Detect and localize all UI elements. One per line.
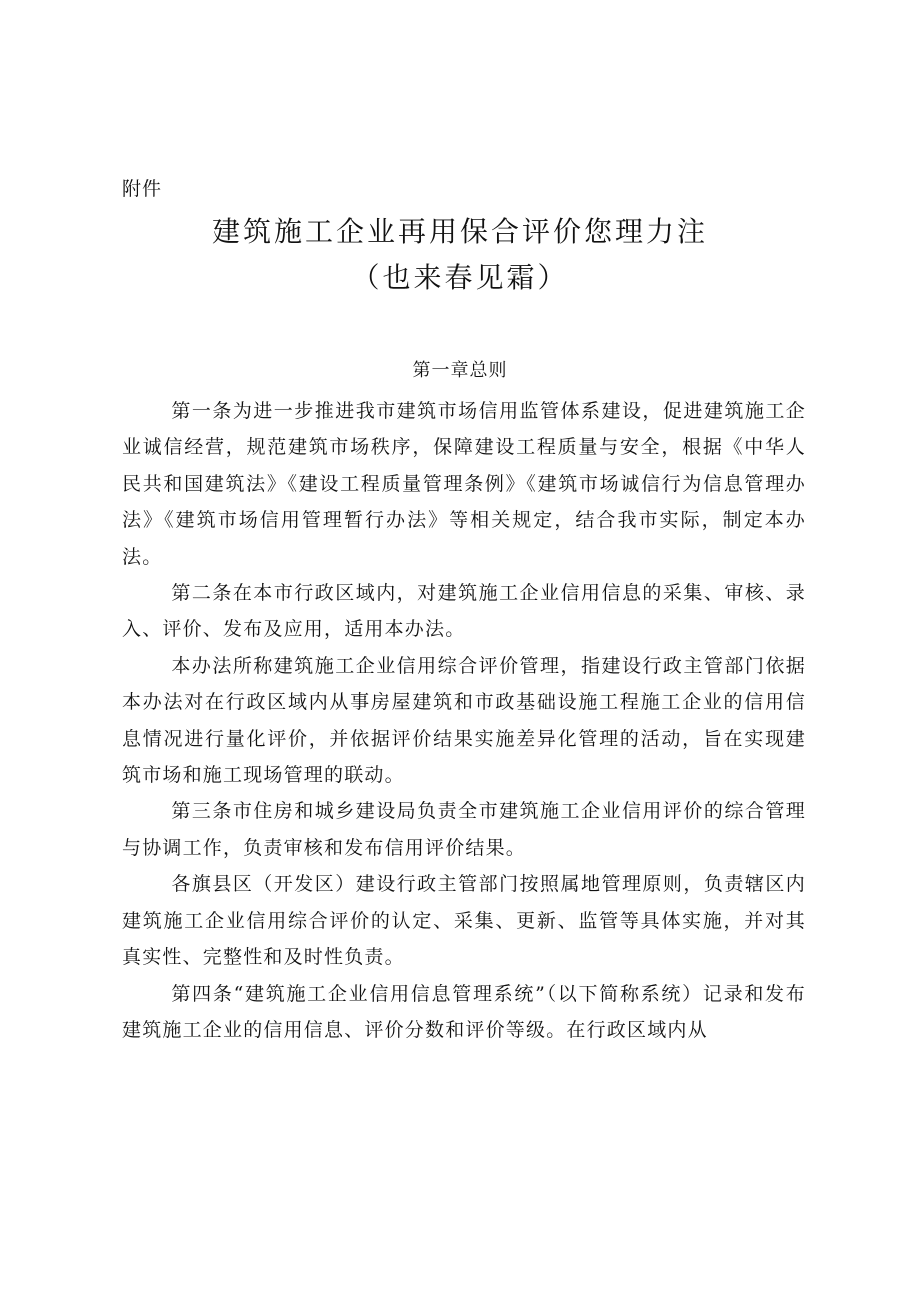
document-subtitle: （也来春见霜） [351, 261, 569, 294]
paragraph-district-responsibility: 各旗县区（开发区）建设行政主管部门按照属地管理原则，负责辖区内建筑施工企业信用综合评价的认定、采集、更新、监管等具体实施，并对其真实性、完整性和及时性负责。 [122, 873, 806, 969]
paragraph-article-1: 第一条为进一步推进我市建筑市场信用监管体系建设，促进建筑施工企业诚信经营，规范建筑市场秩序，保障建设工程质量与安全，根据《中华人民共和国建筑法》《建设工程质量管理条例》《建筑市场诚信行为信息管理办法》《建筑市场信用管理暂行办法》等相关规定，结合我市实际，制定本办法。 [122, 400, 806, 568]
paragraph-definition: 本办法所称建筑施工企业信用综合评价管理，指建设行政主管部门依据本办法对在行政区域内从事房屋建筑和市政基础设施工程施工企业的信用信息情况进行量化评价，并依据评价结果实施差异化管理的活动，旨在实现建筑市场和施工现场管理的联动。 [122, 654, 806, 787]
document-title: 建筑施工企业再用保合评价您理力注 [211, 215, 708, 248]
body-text [122, 393, 806, 1048]
paragraph-article-3: 第三条市住房和城乡建设局负责全市建筑施工企业信用评价的综合管理与协调工作，负责审核和发布信用评价结果。 [122, 800, 806, 859]
attachment-label: 附件 [122, 178, 163, 200]
chapter-heading: 第一章总则 [412, 360, 508, 381]
paragraph-article-2: 第二条在本市行政区域内，对建筑施工企业信用信息的采集、审核、录入、评价、发布及应用，适用本办法。 [122, 582, 806, 641]
paragraph-article-4: 第四条“建筑施工企业信用信息管理系统”（以下简称系统）记录和发布建筑施工企业的信用信息、评价分数和评价等级。在行政区域内从 [122, 982, 806, 1041]
